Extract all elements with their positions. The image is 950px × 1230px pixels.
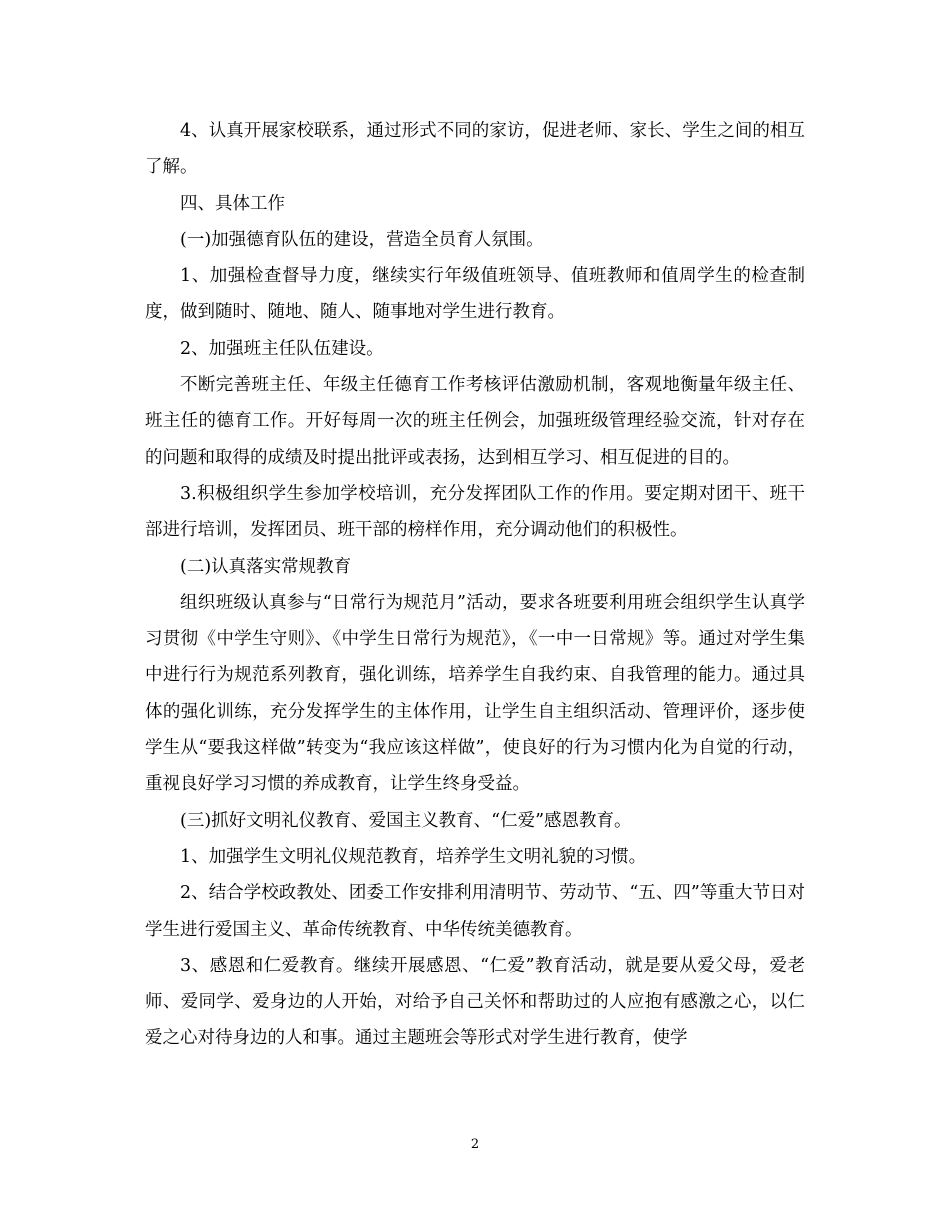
paragraph-home-school-contact: 4、认真开展家校联系，通过形式不同的家访，促进老师、家长、学生之间的相互了解。 (145, 121, 805, 178)
section-heading-specific-work: 四、具体工作 (180, 193, 285, 214)
subheading-moral-team: (一)加强德育队伍的建设，营造全员育人氛围。 (180, 229, 544, 250)
paragraph-head-teacher-team: 2、加强班主任队伍建设。 (180, 338, 384, 359)
paragraph-gratitude-education: 3、感恩和仁爱教育。继续开展感恩、“仁爱”教育活动，就是要从爱父母，爱老师、爱同学、爱身边的人开始，对给予自己关怀和帮助过的人应抱有感激之心，以仁爱之心对待身边的人和事。通过主题班会等形式对学生进行教育，使学 (145, 955, 805, 1049)
paragraph-evaluation-mechanism: 不断完善班主任、年级主任德育工作考核评估激励机制，客观地衡量年级主任、班主任的德育工作。开好每周一次的班主任例会，加强班级管理经验交流，针对存在的问题和取得的成绩及时提出批评或表扬，达到相互学习、相互促进的目的。 (145, 375, 805, 468)
paragraph-inspection-supervision: 1、加强检查督导力度，继续实行年级值班领导、值班教师和值周学生的检查制度，做到随时、随地、随人、随事地对学生进行教育。 (145, 266, 805, 323)
subheading-routine-education: (二)认真落实常规教育 (180, 556, 352, 577)
paragraph-student-training: 3.积极组织学生参加学校培训，充分发挥团队工作的作用。要定期对团干、班干部进行培训，发挥团员、班干部的榜样作用，充分调动他们的积极性。 (145, 483, 805, 541)
paragraph-behavior-norms: 组织班级认真参与“日常行为规范月”活动，要求各班要利用班会组织学生认真学习贯彻《中学生守则》、《中学生日常行为规范》，《一中一日常规》等。通过对学生集中进行行为规范系列教育，强化训练，培养学生自我约束、自我管理的能力。通过具体的强化训练，充分发挥学生的主体作用，让学生自主组织活动、管理评价，逐步使学生从“要我这样做”转变为“我应该这样做”，使良好的行为习惯内化为自觉的行动，重视良好学习习惯的养成教育，让学生终身受益。 (145, 592, 805, 795)
page-number: 2 (470, 1137, 480, 1152)
document-body (145, 113, 805, 1057)
subheading-etiquette-patriotism: (三)抓好文明礼仪教育、爱国主义教育、“仁爱”感恩教育。 (180, 810, 632, 831)
paragraph-festival-education: 2、结合学校政教处、团委工作安排利用清明节、劳动节、“五、四”等重大节日对学生进行爱国主义、革命传统教育、中华传统美德教育。 (145, 883, 805, 940)
paragraph-etiquette-norms: 1、加强学生文明礼仪规范教育，培养学生文明礼貌的习惯。 (180, 846, 647, 867)
